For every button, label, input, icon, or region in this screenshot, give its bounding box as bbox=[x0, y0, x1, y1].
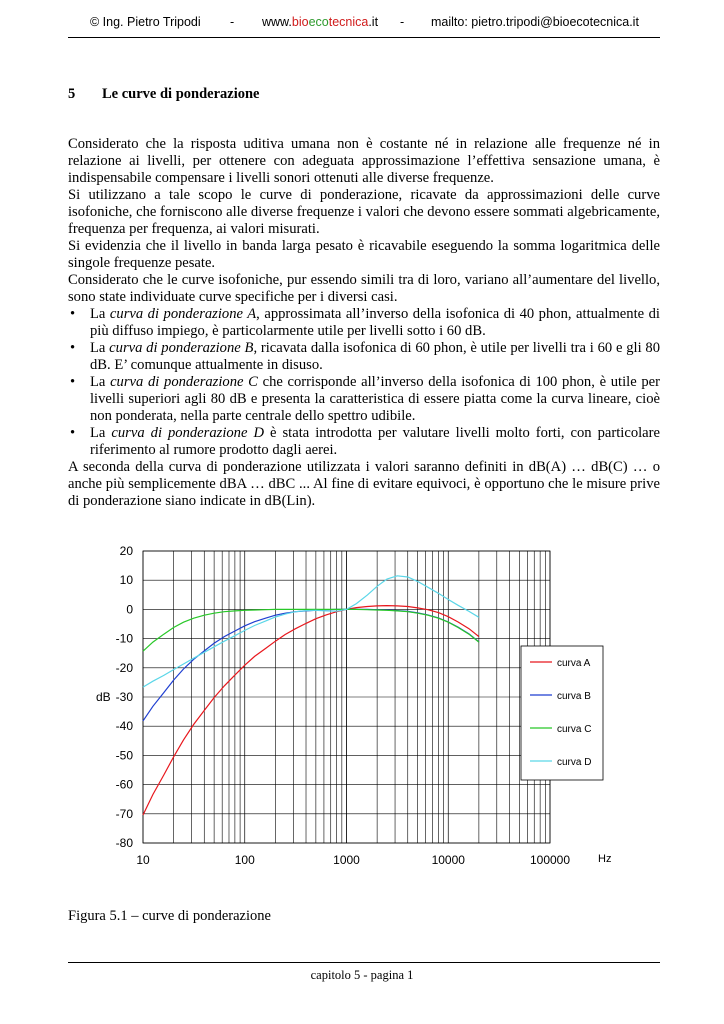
emphasis: curva di ponderazione A bbox=[109, 306, 257, 322]
list-item: • La curva di ponderazione A, approssimata all’inverso della isofonica di 40 phon, attualmente di più diffuso impiego, è particolarmente utile per livelli sotto i 60 dB. bbox=[70, 306, 660, 339]
section-number: 5 bbox=[68, 86, 76, 102]
bullet-icon: • bbox=[70, 425, 76, 441]
y-tick-label: 20 bbox=[119, 544, 133, 558]
bullet-icon: • bbox=[70, 340, 76, 356]
series-line-a bbox=[143, 606, 479, 815]
legend-label: curva B bbox=[557, 691, 591, 702]
y-tick-label: -30 bbox=[115, 690, 133, 704]
x-tick-label: 100000 bbox=[529, 853, 571, 867]
footer-rule bbox=[68, 962, 660, 963]
paragraph: Considerato che le curve isofoniche, pur essendo simili tra di loro, variano all’aumentare del livello, sono state individuate curve specifiche per i diversi casi. bbox=[68, 272, 660, 305]
legend-label: curva A bbox=[557, 658, 591, 669]
emphasis: curva di ponderazione D bbox=[111, 425, 264, 441]
bullet-icon: • bbox=[70, 306, 76, 322]
website-eco: eco bbox=[308, 15, 329, 29]
y-tick-label: 10 bbox=[119, 573, 133, 588]
y-axis-label: dB bbox=[96, 690, 111, 704]
x-tick-label: 100 bbox=[234, 853, 255, 867]
paragraph: Considerato che la risposta uditiva umana non è costante né in relazione alle frequenze né in relazione ai livelli, per ottenere con adeguata approssimazione l’effettiva sensazione umana, è indispensabile compensare i livelli sonori ottenuti alle diverse frequenze. bbox=[68, 136, 660, 186]
page-footer: capitolo 5 - pagina 1 bbox=[310, 968, 414, 982]
legend-label: curva D bbox=[557, 757, 592, 768]
chart-legend bbox=[521, 646, 603, 780]
bullet-icon: • bbox=[70, 374, 76, 390]
emphasis: curva di ponderazione B bbox=[109, 340, 254, 356]
header-separator: - bbox=[230, 15, 235, 29]
y-tick-label: -40 bbox=[115, 719, 133, 734]
figure-caption: Figura 5.1 – curve di ponderazione bbox=[68, 908, 271, 924]
website-prefix: www. bbox=[262, 15, 292, 29]
y-tick-label: 0 bbox=[126, 602, 133, 617]
x-tick-label: 1000 bbox=[333, 853, 360, 867]
y-tick-label: -60 bbox=[115, 777, 133, 792]
website-suffix: .it bbox=[368, 15, 379, 29]
header-separator: - bbox=[400, 15, 405, 29]
header-mail-link[interactable]: mailto: pietro.tripodi@bioecotecnica.it bbox=[431, 15, 639, 29]
paragraph: Si utilizzano a tale scopo le curve di ponderazione, ricavate da approssimazioni delle curve isofoniche, che forniscono alle diverse frequenze i valori che devono essere sommati algebricamente, frequenza per frequenza, ai valori misurati. bbox=[68, 187, 660, 237]
website-bio: bio bbox=[291, 15, 309, 29]
header-author: © Ing. Pietro Tripodi bbox=[90, 15, 201, 29]
y-tick-label: -20 bbox=[115, 660, 133, 675]
y-tick-label: -10 bbox=[115, 631, 133, 646]
list-item: • La curva di ponderazione D è stata introdotta per valutare livelli molto forti, con particolare riferimento al rumore prodotto dagli aerei. bbox=[70, 425, 660, 458]
x-tick-label: 10 bbox=[136, 853, 150, 867]
chart-grid bbox=[143, 551, 550, 843]
paragraph: Si evidenzia che il livello in banda larga pesato è ricavabile eseguendo la somma logaritmica delle singole frequenze pesate. bbox=[68, 238, 660, 271]
y-tick-label: -50 bbox=[115, 748, 133, 763]
series-line-b bbox=[143, 609, 479, 721]
y-tick-label: -70 bbox=[115, 806, 133, 821]
emphasis: curva di ponderazione C bbox=[110, 374, 258, 390]
x-axis-label: Hz bbox=[598, 853, 612, 865]
y-tick-label: -80 bbox=[115, 836, 133, 850]
website-tecnica: tecnica bbox=[328, 15, 369, 29]
series-line-d bbox=[143, 576, 479, 687]
x-tick-label: 10000 bbox=[431, 853, 465, 867]
list-item: • La curva di ponderazione B, ricavata dalla isofonica di 60 phon, è utile per livelli tra i 60 e gli 80 dB. E’ comunque attualmente in disuso. bbox=[70, 340, 660, 373]
list-item: • La curva di ponderazione C che corrisponde all’inverso della isofonica di 100 phon, è utile per livelli superiori agli 80 dB e presenta la caratteristica di essere piatta come la curva lineare, cioè non ponderata, nella parte centrale dello spettro udibile. bbox=[70, 374, 660, 424]
paragraph: A seconda della curva di ponderazione utilizzata i valori saranno definiti in dB(A) … dB(C) … o anche più semplicemente dBA … dBC ... Al fine di evitare equivoci, è opportuno che le misure prive di ponderazione siano indicate in dB(Lin). bbox=[68, 459, 660, 509]
legend-label: curva C bbox=[557, 724, 592, 735]
series-line-c bbox=[143, 609, 479, 651]
section-title-text: Le curve di ponderazione bbox=[102, 86, 260, 102]
